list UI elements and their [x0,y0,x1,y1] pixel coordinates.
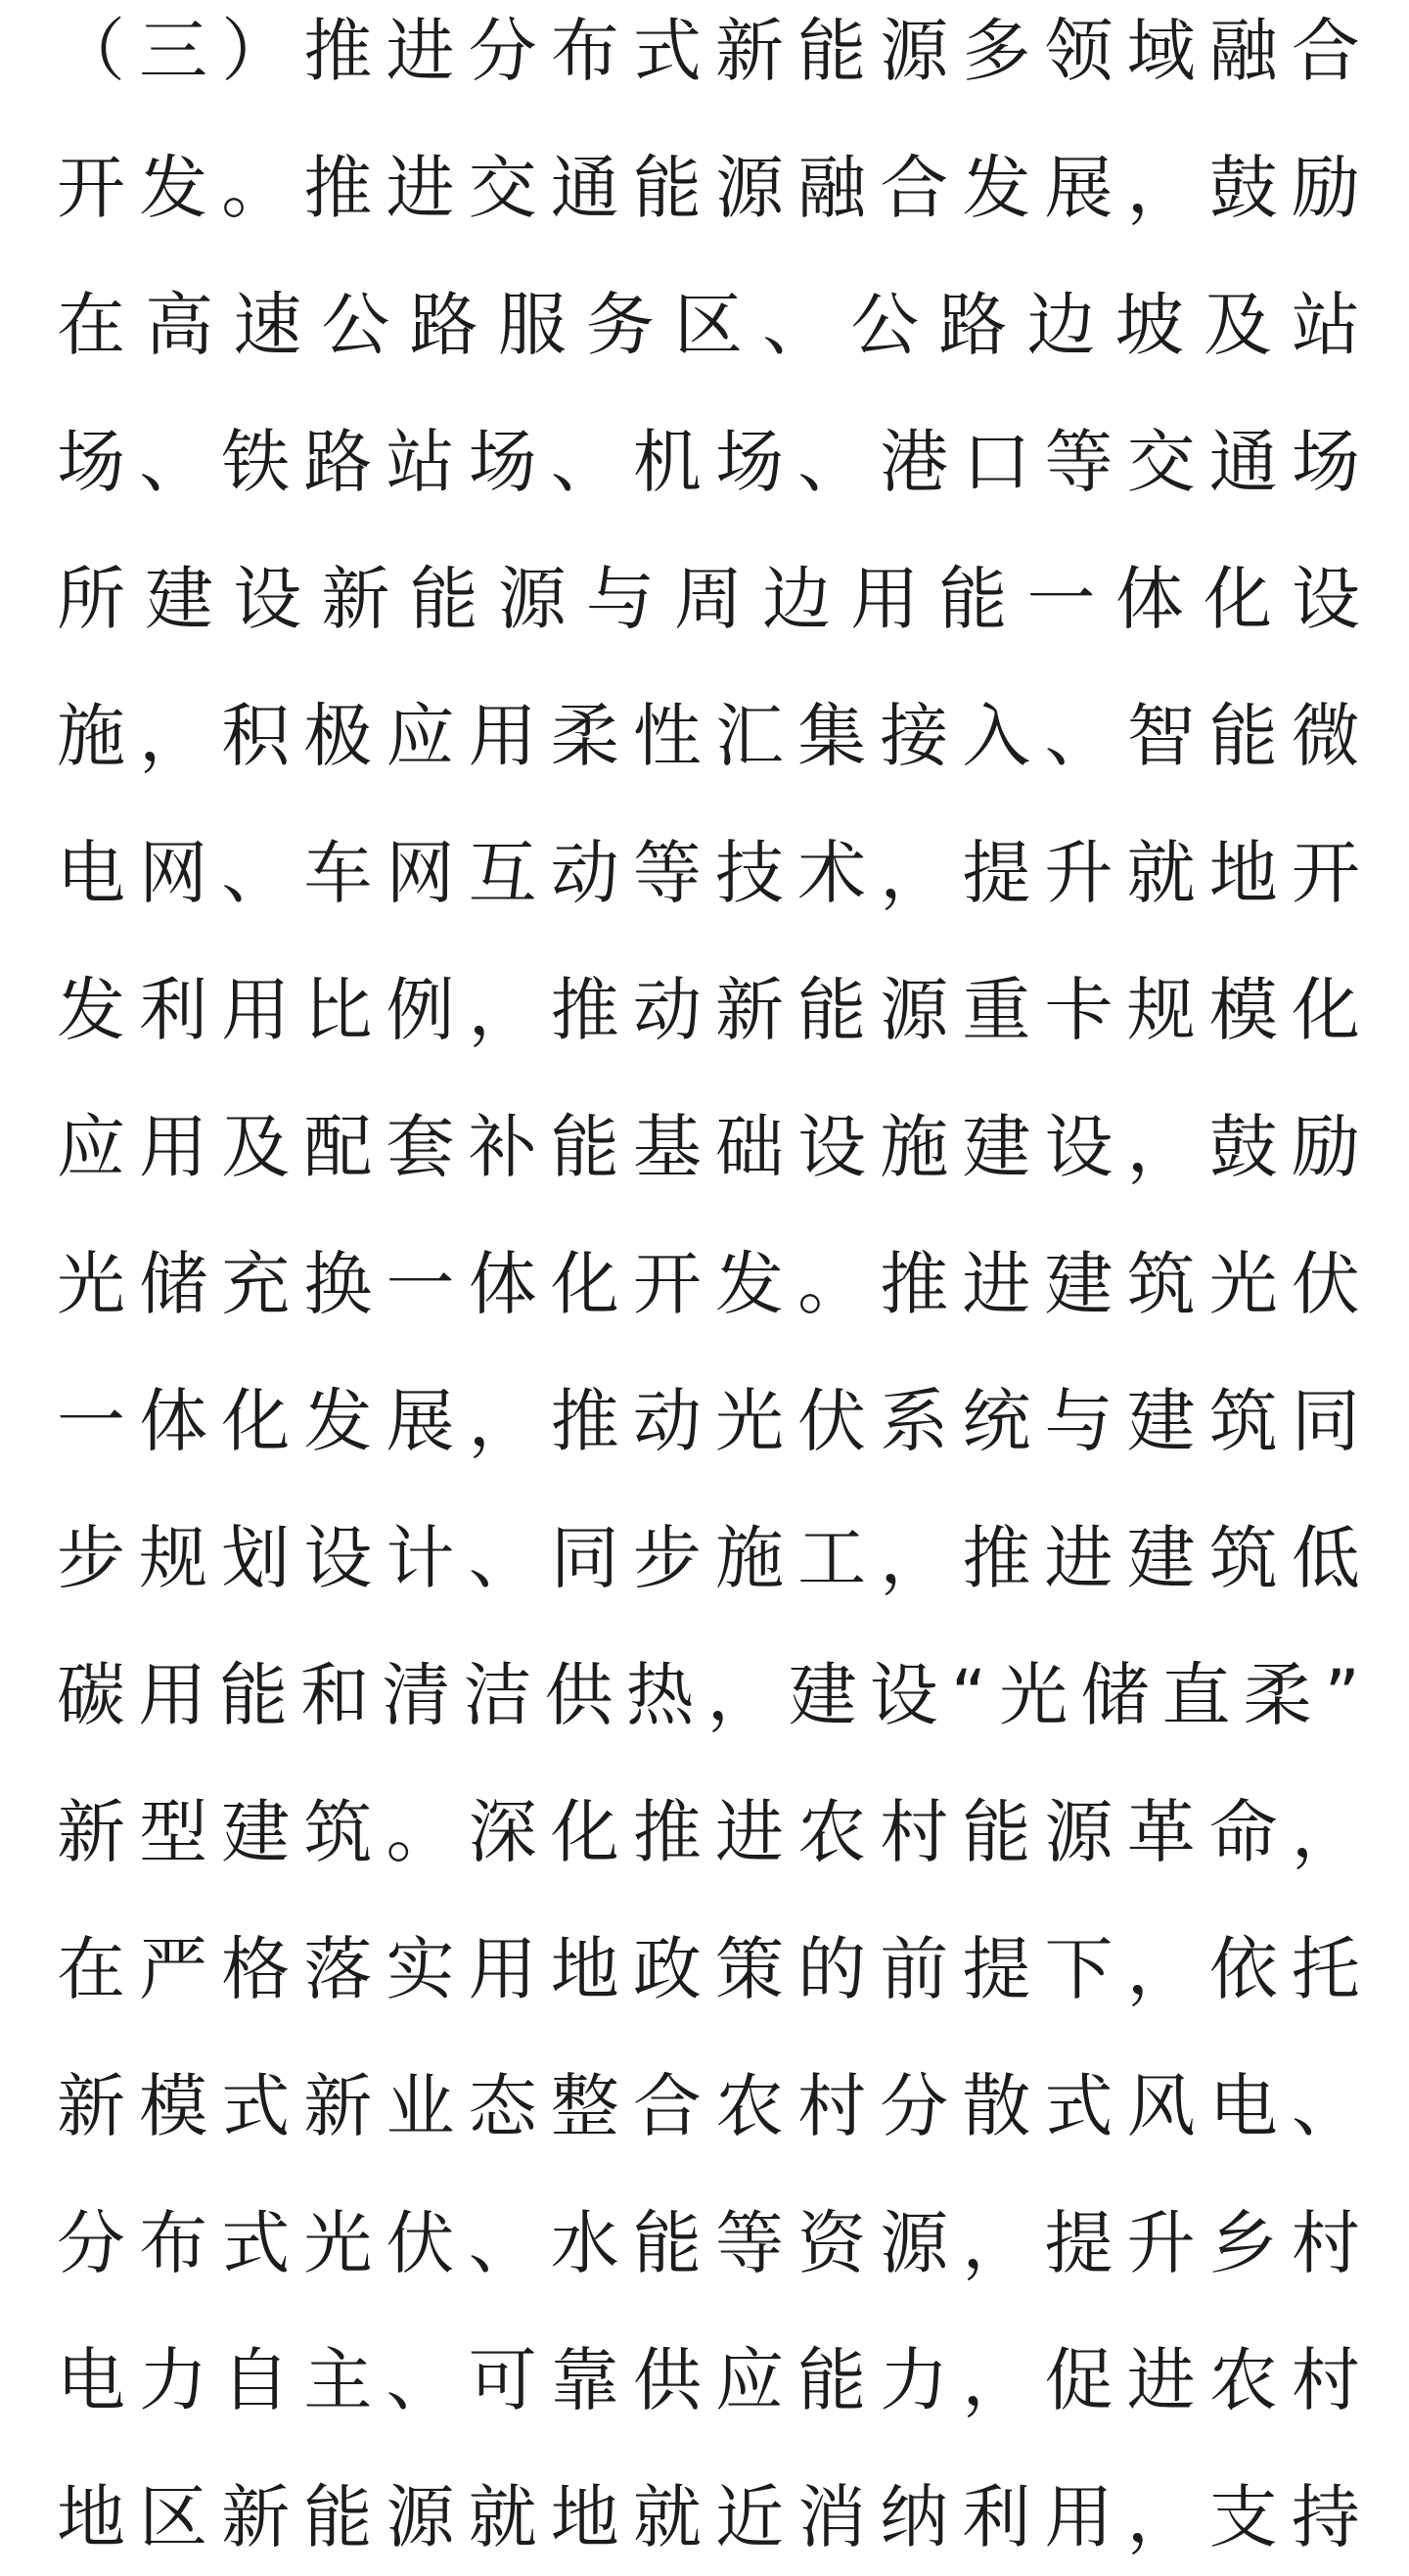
paragraph-line: 一 体 化 发 展 ， 推 动 光 伏 系 统 与 建 筑 同 [57,1381,1360,1461]
paragraph-line: 电 力 自 主 、 可 靠 供 应 能 力 ， 促 进 农 村 [57,2340,1360,2420]
paragraph-line: 电 网 、 车 网 互 动 等 技 术 ， 提 升 就 地 开 [57,833,1360,913]
paragraph-line: 场 、 铁 路 站 场 、 机 场 、 港 口 等 交 通 场 [57,422,1360,502]
paragraph-line: 发 利 用 比 例 ， 推 动 新 能 源 重 卡 规 模 化 [57,970,1360,1050]
paragraph-line: 在 严 格 落 实 用 地 政 策 的 前 提 下 ， 依 托 [57,1929,1360,2009]
paragraph-line: 在 高 速 公 路 服 务 区 、 公 路 边 坡 及 站 [57,285,1360,365]
paragraph-line: 地 区 新 能 源 就 地 就 近 消 纳 利 用 ， 支 持 [57,2477,1360,2557]
paragraph-line: 新 模 式 新 业 态 整 合 农 村 分 散 式 风 电 、 [57,2066,1360,2146]
paragraph-line: 施 ， 积 极 应 用 柔 性 汇 集 接 入 、 智 能 微 [57,696,1360,776]
paragraph-line: 所 建 设 新 能 源 与 周 边 用 能 一 体 化 设 [57,559,1360,639]
paragraph-line: 光 储 充 换 一 体 化 开 发 。 推 进 建 筑 光 伏 [57,1244,1360,1324]
paragraph-line: 步 规 划 设 计 、 同 步 施 工 ， 推 进 建 筑 低 [57,1518,1360,1598]
paragraph-line: 新 型 建 筑 。 深 化 推 进 农 村 能 源 革 命 ， [57,1792,1360,1872]
paragraph-line: 开 发 。 推 进 交 通 能 源 融 合 发 展 ， 鼓 励 [57,148,1360,228]
paragraph-line: 碳 用 能 和 清 洁 供 热 ， 建 设 “ 光 储 直 柔 ” [57,1655,1360,1735]
paragraph-line: 应 用 及 配 套 补 能 基 础 设 施 建 设 ， 鼓 励 [57,1107,1360,1187]
paragraph-line: 分 布 式 光 伏 、 水 能 等 资 源 ， 提 升 乡 村 [57,2203,1360,2283]
paragraph-line: （ 三 ） 推 进 分 布 式 新 能 源 多 领 域 融 合 [57,11,1360,91]
